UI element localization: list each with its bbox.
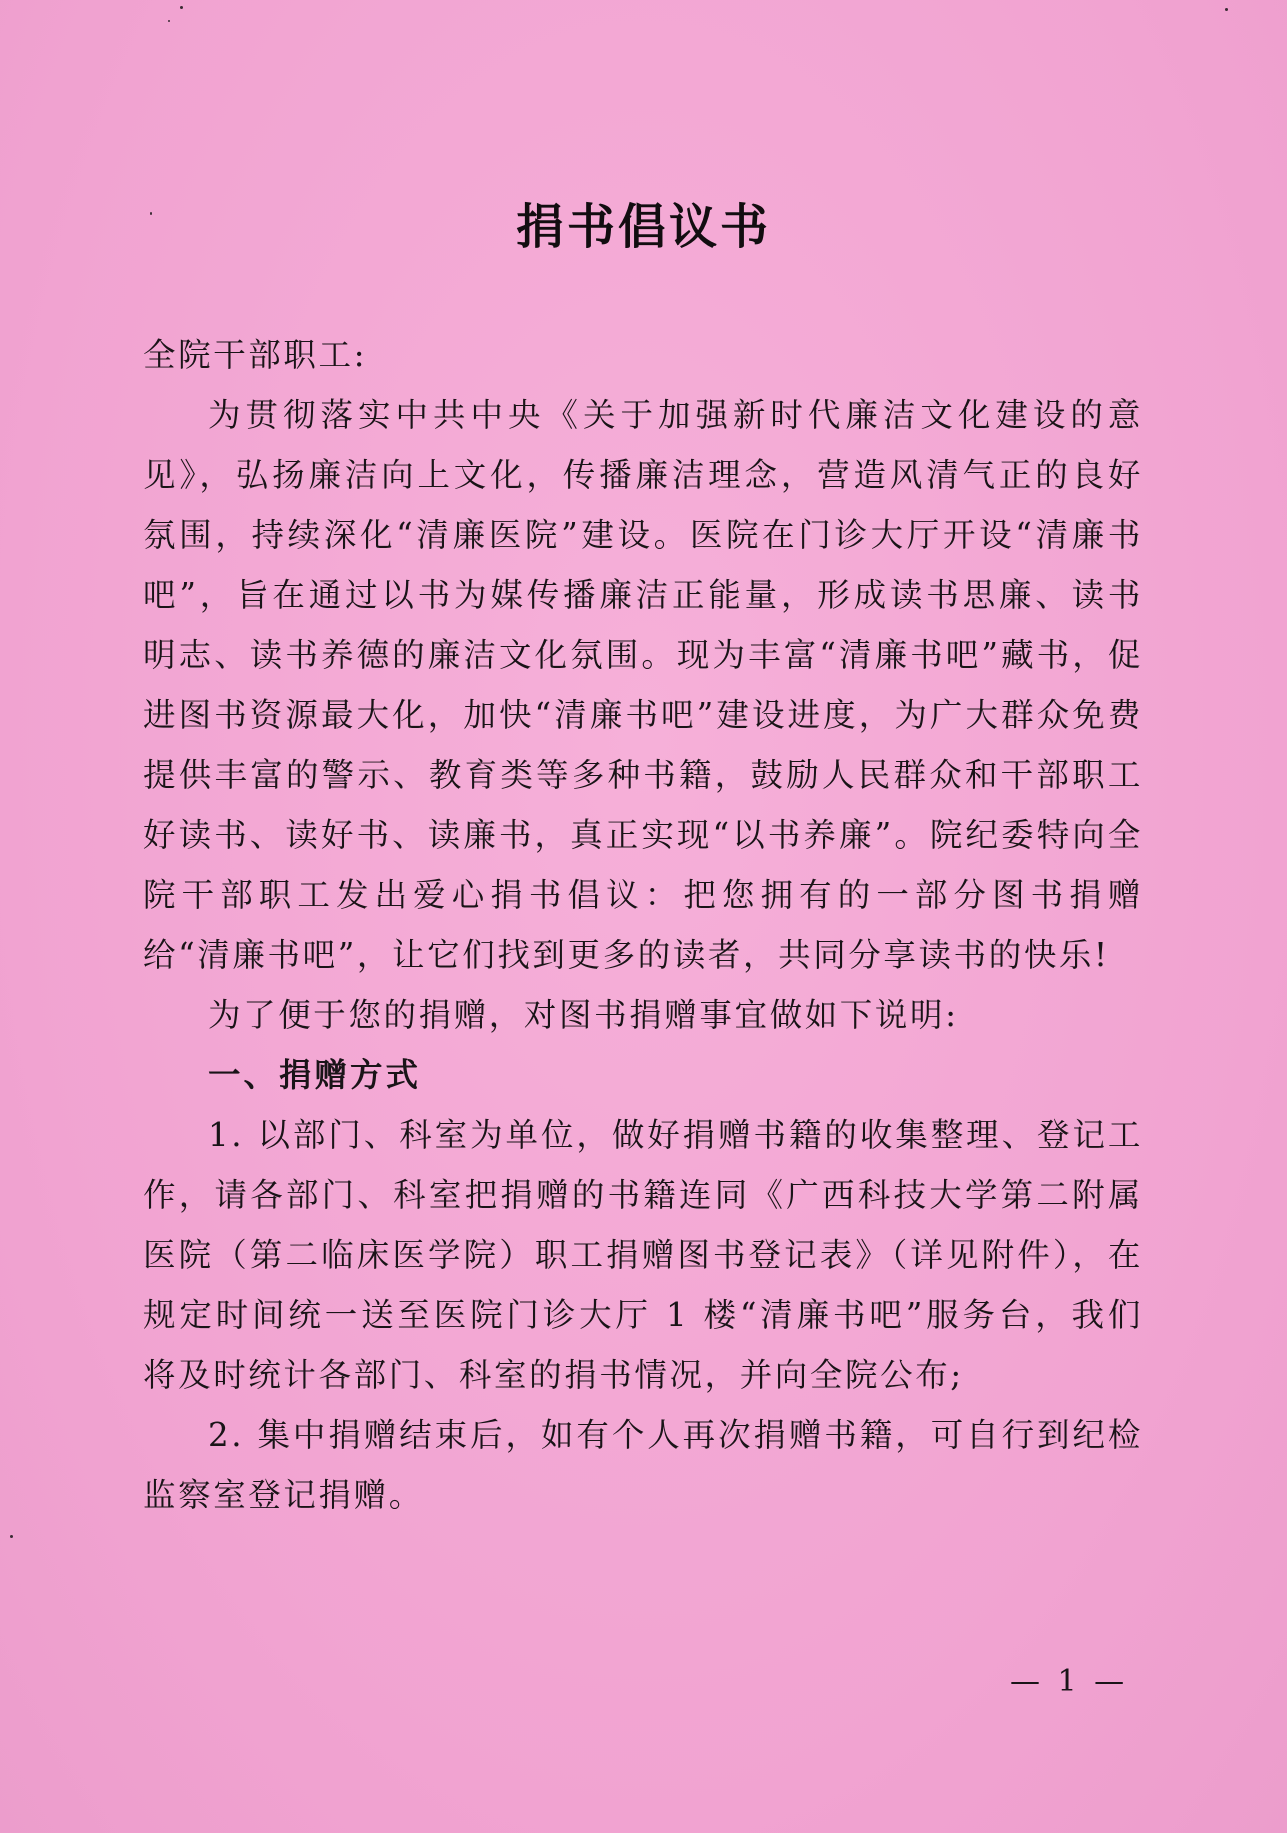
scan-speck <box>1225 8 1228 11</box>
list-item: 2. 集中捐赠结束后，如有个人再次捐赠书籍，可自行到纪检监察室登记捐赠。 <box>143 1416 1143 1514</box>
paragraph: 为贯彻落实中共中央《关于加强新时代廉洁文化建设的意见》，弘扬廉洁向上文化，传播廉洁理念，营造风清气正的良好氛围，持续深化“清廉医院”建设。医院在门诊大厅开设“清廉书吧”，旨在通过以书为媒传播廉洁正能量，形成读书思廉、读书明志、读书养德的廉洁文化氛围。现为丰富“清廉书吧”藏书，促进图书资源最大化，加快“清廉书吧”建设进度，为广大群众免费提供丰富的警示、教育类等多种书籍，鼓励人民群众和干部职工好读书、读好书、读廉书，真正实现“以书养廉”。院纪委特向全院干部职工发出爱心捐书倡议：把您拥有的一部分图书捐赠给“清廉书吧”，让它们找到更多的读者，共同分享读书的快乐! <box>143 396 1143 974</box>
list-item: 1. 以部门、科室为单位，做好捐赠书籍的收集整理、登记工作，请各部门、科室把捐赠的书籍连同《广西科技大学第二附属医院（第二临床医学院）职工捐赠图书登记表》（详见附件），在规定时间统一送至医院门诊大厅 1 楼“清廉书吧”服务台，我们将及时统计各部门、科室的捐书情况，并向全院公布; <box>143 1116 1143 1394</box>
salutation: 全院干部职工: <box>143 336 368 374</box>
paragraph: 为了便于您的捐赠，对图书捐赠事宜做如下说明: <box>208 996 959 1034</box>
document-title: 捐书倡议书 <box>515 199 771 255</box>
section-heading: 一、捐赠方式 <box>208 1056 422 1094</box>
page-number: — 1 — <box>1010 1664 1129 1699</box>
scan-speck <box>180 6 183 9</box>
scan-speck <box>10 1535 13 1538</box>
scan-speck <box>168 20 170 22</box>
document-body <box>143 325 1143 1525</box>
